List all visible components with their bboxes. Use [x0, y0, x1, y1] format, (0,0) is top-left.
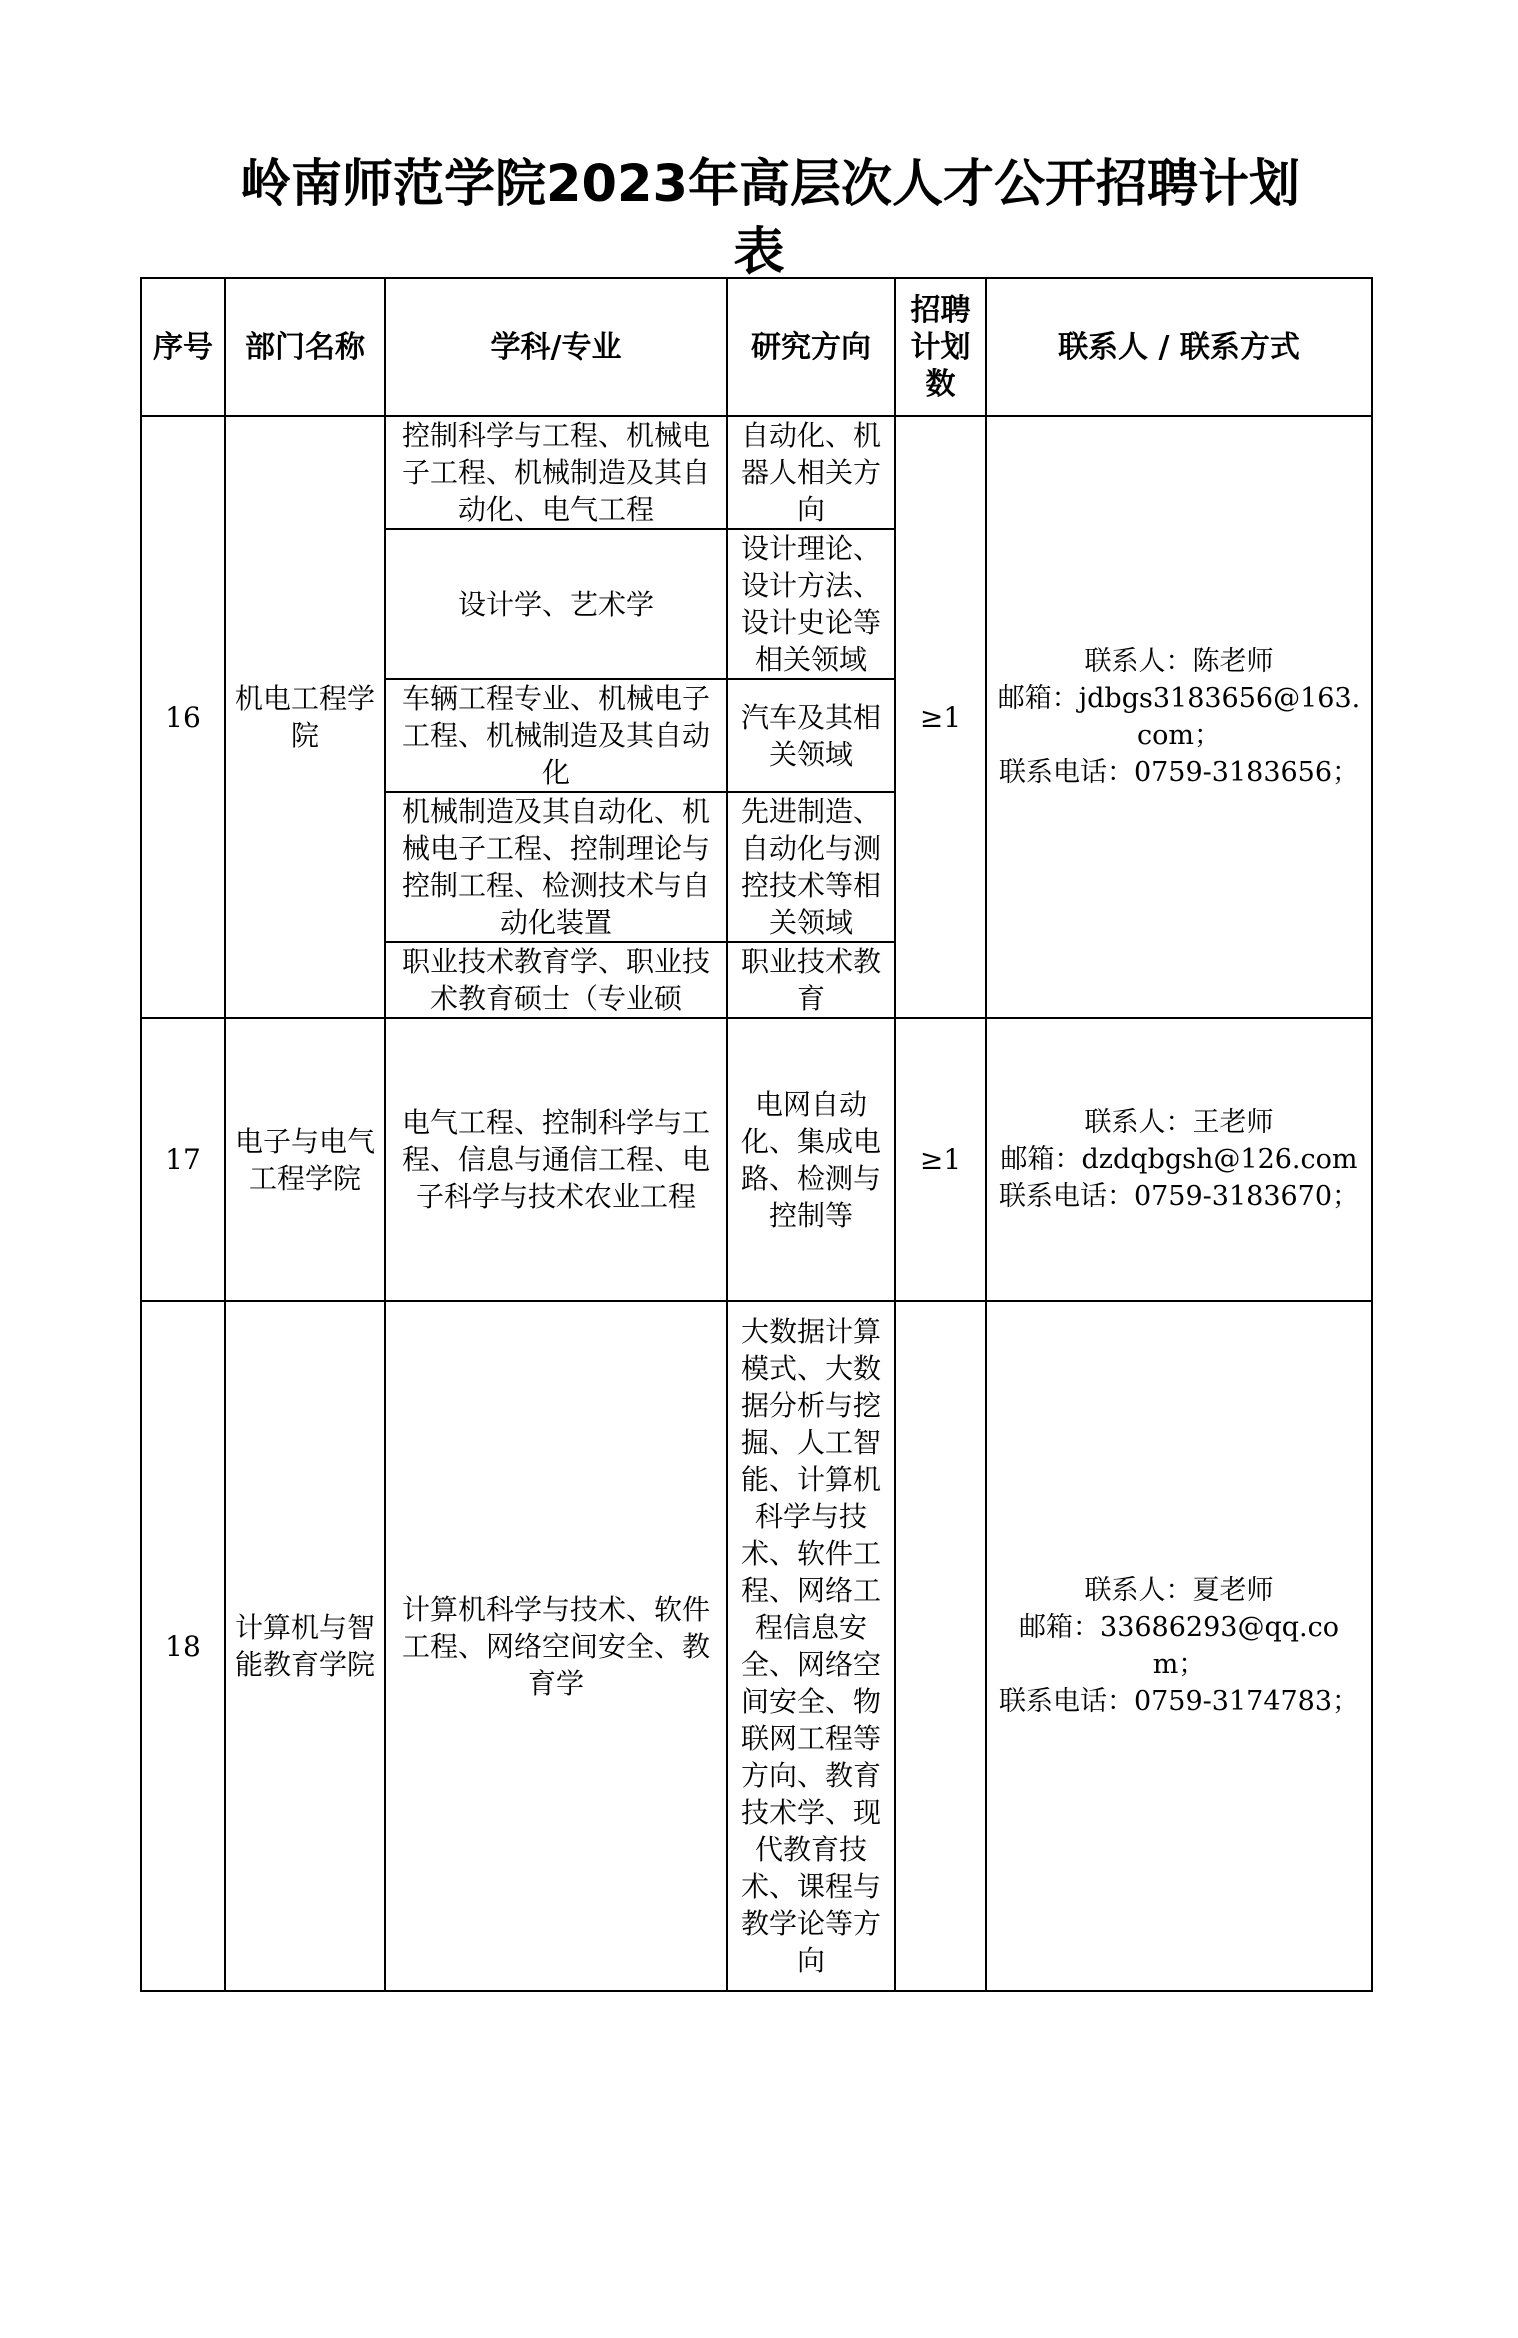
cell-research: 自动化、机器人相关方向	[727, 416, 895, 529]
cell-major: 计算机科学与技术、软件工程、网络空间安全、教育学	[385, 1301, 727, 1991]
cell-plan: ≥1	[895, 416, 986, 1018]
cell-seq: 18	[141, 1301, 225, 1991]
cell-major: 电气工程、控制科学与工程、信息与通信工程、电子科学与技术农业工程	[385, 1018, 727, 1301]
header-research: 研究方向	[727, 278, 895, 416]
header-plan: 招聘计划数	[895, 278, 986, 416]
header-row	[141, 278, 1372, 416]
contact-phone: 联系电话：0759-3174783；	[998, 1686, 1360, 1717]
cell-research: 汽车及其相关领域	[727, 679, 895, 792]
header-seq: 序号	[141, 278, 225, 416]
title-line-2: 表	[733, 223, 785, 282]
cell-dept: 计算机与智能教育学院	[225, 1301, 385, 1991]
cell-major	[385, 942, 727, 1018]
cell-research: 电网自动化、集成电路、检测与控制等	[727, 1018, 895, 1301]
cell-plan	[895, 1301, 986, 1991]
header-major: 学科/专业	[385, 278, 727, 416]
cell-contact	[986, 1018, 1372, 1301]
cell-dept: 机电工程学院	[225, 416, 385, 1018]
contact-email: 邮箱：33686293@qq.com；	[1019, 1612, 1339, 1680]
title-line-1: 岭南师范学院2023年高层次人才公开招聘计划	[240, 155, 1300, 214]
cell-major: 控制科学与工程、机械电子工程、机械制造及其自动化、电气工程	[385, 416, 727, 529]
cell-research: 大数据计算模式、大数据分析与挖掘、人工智能、计算机科学与技术、软件工程、网络工程信息安全、网络空间安全、物联网工程等方向、教育技术学、现代教育技术、课程与教学论等方向	[727, 1301, 895, 1991]
cell-seq: 17	[141, 1018, 225, 1301]
header-dept: 部门名称	[225, 278, 385, 416]
table-row	[141, 1301, 1372, 1991]
cell-major: 车辆工程专业、机械电子工程、机械制造及其自动化	[385, 679, 727, 792]
cell-research: 设计理论、设计方法、设计史论等相关领域	[727, 529, 895, 679]
major-text-clipped: 职业技术教育学、职业技术教育硕士（专业硕	[401, 945, 710, 1015]
cell-major: 机械制造及其自动化、机械电子工程、控制理论与控制工程、检测技术与自动化装置	[385, 792, 727, 942]
contact-email: 邮箱：dzdqbgsh@126.com	[1000, 1144, 1358, 1175]
cell-contact	[986, 1301, 1372, 1991]
contact-person: 联系人：夏老师	[1084, 1575, 1274, 1606]
contact-phone: 联系电话：0759-3183656；	[998, 757, 1360, 788]
cell-seq: 16	[141, 416, 225, 1018]
cell-dept: 电子与电气工程学院	[225, 1018, 385, 1301]
cell-research: 先进制造、自动化与测控技术等相关领域	[727, 792, 895, 942]
contact-email: 邮箱：jdbgs3183656@163.com；	[997, 683, 1361, 751]
cell-plan: ≥1	[895, 1018, 986, 1301]
contact-person: 联系人：王老师	[1084, 1107, 1274, 1138]
cell-research: 职业技术教育	[727, 942, 895, 1018]
recruitment-table	[140, 277, 1373, 1992]
cell-major: 设计学、艺术学	[385, 529, 727, 679]
cell-contact	[986, 416, 1372, 1018]
table-row	[141, 416, 1372, 529]
table-row	[141, 1018, 1372, 1301]
header-contact: 联系人 / 联系方式	[986, 278, 1372, 416]
contact-person: 联系人：陈老师	[1084, 646, 1274, 677]
contact-phone: 联系电话：0759-3183670；	[998, 1181, 1360, 1212]
